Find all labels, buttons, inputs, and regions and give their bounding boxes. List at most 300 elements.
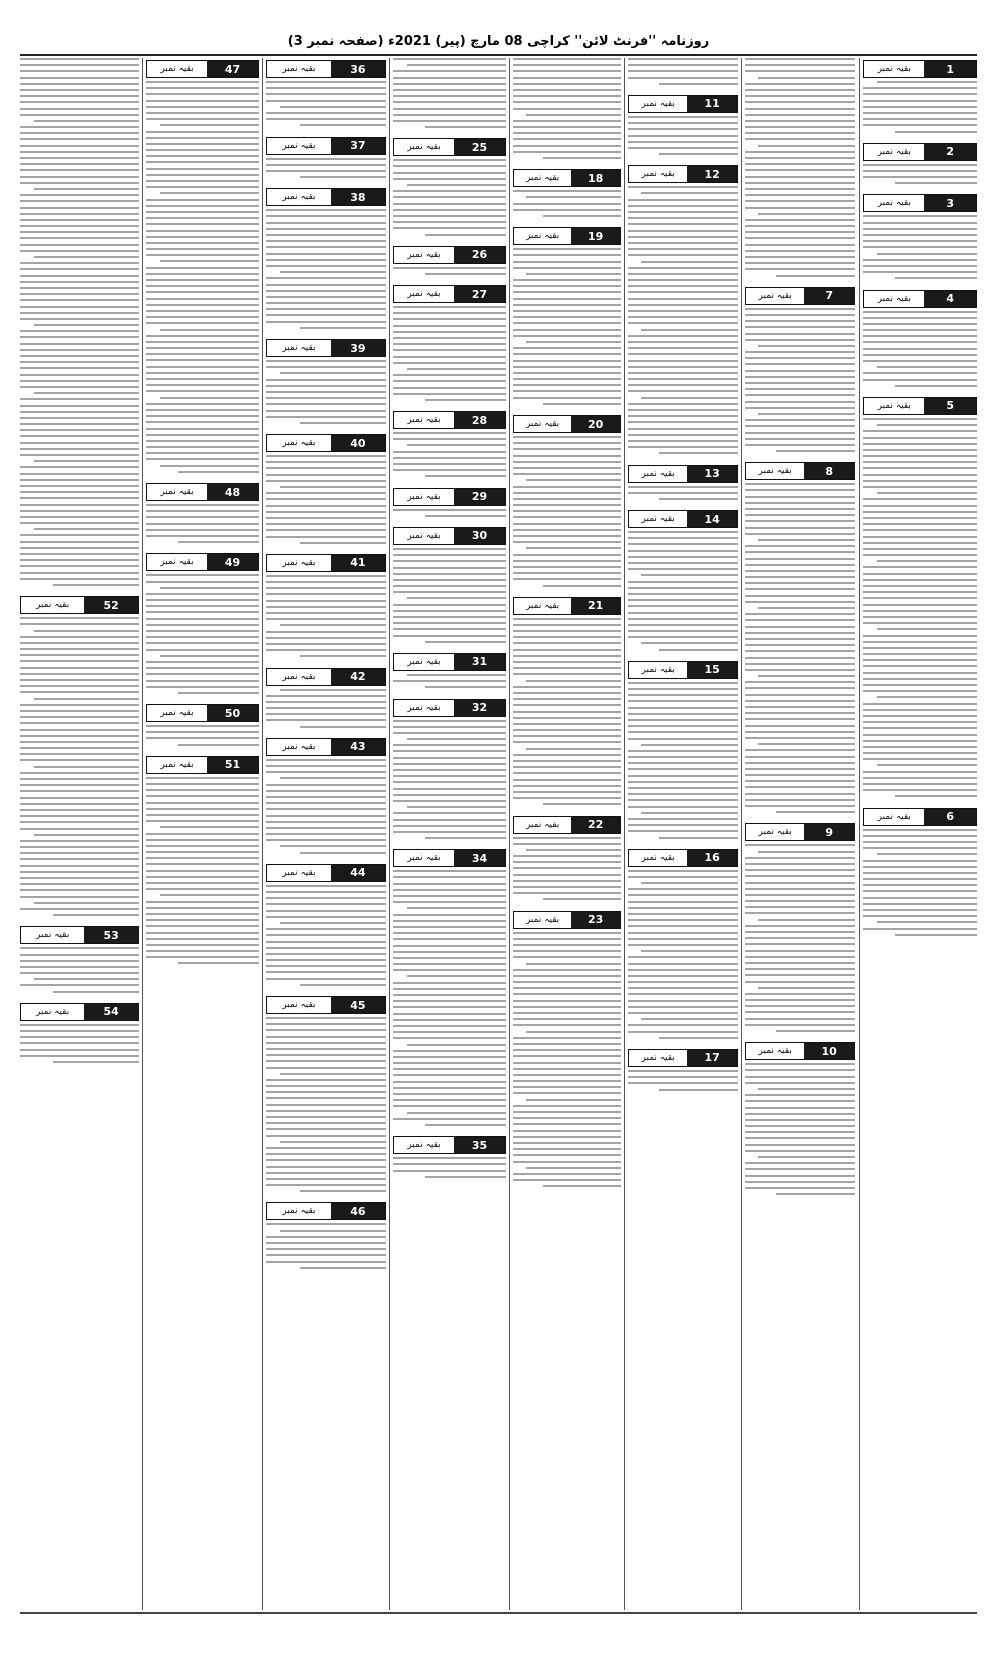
- text-line: [393, 318, 506, 320]
- text-line: [393, 451, 506, 453]
- continuation-heading: [863, 397, 977, 415]
- text-line: [745, 1131, 855, 1133]
- continuation-heading: [628, 165, 738, 183]
- text-line: [160, 894, 259, 896]
- text-line: [745, 786, 855, 788]
- text-line: [895, 131, 977, 133]
- text-line: [146, 510, 259, 512]
- text-line: [513, 190, 621, 192]
- text-line: [641, 192, 738, 194]
- continuation-label: بقیہ نمبر: [864, 61, 924, 77]
- text-line: [745, 663, 855, 665]
- text-line: [20, 741, 139, 743]
- continuation-label: بقیہ نمبر: [21, 1004, 84, 1020]
- continuation-label: بقیہ نمبر: [746, 1043, 804, 1059]
- text-line: [641, 950, 738, 952]
- continuation-number: 9: [804, 824, 854, 840]
- text-line: [20, 330, 139, 332]
- text-line: [146, 131, 259, 133]
- text-line: [266, 815, 386, 817]
- continuation-number: 46: [331, 1203, 385, 1219]
- text-line: [407, 907, 506, 909]
- text-block: [863, 81, 977, 137]
- continuation-label: بقیہ نمبر: [864, 809, 924, 825]
- text-line: [628, 707, 738, 709]
- text-line: [513, 378, 621, 380]
- text-line: [146, 925, 259, 927]
- text-line: [266, 100, 386, 102]
- text-line: [146, 254, 259, 256]
- text-line: [34, 324, 139, 326]
- continuation-number: 2: [924, 144, 976, 160]
- text-line: [863, 329, 977, 331]
- continuation-item: [20, 58, 139, 590]
- text-line: [513, 766, 621, 768]
- text-line: [628, 537, 738, 539]
- text-line: [877, 560, 977, 562]
- text-line: [146, 932, 259, 934]
- text-line: [160, 260, 259, 262]
- text-line: [513, 969, 621, 971]
- text-line: [513, 442, 621, 444]
- text-line: [745, 570, 855, 572]
- text-line: [745, 363, 855, 365]
- text-line: [745, 157, 855, 159]
- text-block: [513, 190, 621, 221]
- text-line: [745, 502, 855, 504]
- text-line: [266, 246, 386, 248]
- text-line: [280, 372, 386, 374]
- text-line: [146, 851, 259, 853]
- text-line: [266, 529, 386, 531]
- text-line: [20, 262, 139, 264]
- text-line: [745, 320, 855, 322]
- text-line: [745, 1063, 855, 1065]
- text-line: [513, 566, 621, 568]
- text-line: [266, 765, 386, 767]
- text-line: [628, 993, 738, 995]
- text-line: [513, 1018, 621, 1020]
- text-line: [628, 141, 738, 143]
- text-line: [628, 298, 738, 300]
- continuation-number: 25: [454, 139, 505, 155]
- text-line: [146, 291, 259, 293]
- text-line: [543, 403, 621, 405]
- text-line: [393, 579, 506, 581]
- text-line: [745, 793, 855, 795]
- text-line: [146, 593, 259, 595]
- text-line: [513, 316, 621, 318]
- text-line: [863, 164, 977, 166]
- text-line: [393, 769, 506, 771]
- text-line: [758, 743, 855, 745]
- text-line: [659, 153, 738, 155]
- text-line: [863, 372, 977, 374]
- continuation-item: [863, 808, 977, 940]
- continuation-number: 43: [331, 739, 385, 755]
- continuation-item: [20, 926, 139, 997]
- text-line: [146, 599, 259, 601]
- text-line: [393, 120, 506, 122]
- text-line: [146, 882, 259, 884]
- text-line: [146, 642, 259, 644]
- continuation-item: [266, 554, 386, 662]
- text-line: [393, 101, 506, 103]
- text-line: [20, 213, 139, 215]
- text-block: [20, 58, 139, 590]
- text-block: [393, 58, 506, 132]
- continuation-label: بقیہ نمبر: [267, 1203, 331, 1219]
- text-line: [20, 654, 139, 656]
- continuation-heading: [393, 699, 506, 717]
- text-line: [863, 480, 977, 482]
- text-line: [266, 360, 386, 362]
- text-line: [543, 215, 621, 217]
- text-line: [20, 386, 139, 388]
- text-line: [20, 299, 139, 301]
- text-line: [393, 1006, 506, 1008]
- text-line: [20, 947, 139, 949]
- text-line: [393, 457, 506, 459]
- text-line: [526, 849, 621, 851]
- text-line: [745, 250, 855, 252]
- text-line: [526, 547, 621, 549]
- text-line: [146, 686, 259, 688]
- text-block: [863, 418, 977, 802]
- text-line: [863, 176, 977, 178]
- text-line: [745, 725, 855, 727]
- text-line: [745, 120, 855, 122]
- continuation-item: [393, 488, 506, 521]
- text-line: [863, 511, 977, 513]
- text-line: [266, 910, 386, 912]
- text-line: [34, 698, 139, 700]
- text-line: [266, 575, 386, 577]
- text-line: [393, 554, 506, 556]
- text-block: [266, 455, 386, 548]
- text-line: [513, 108, 621, 110]
- text-line: [863, 610, 977, 612]
- text-line: [146, 737, 259, 739]
- text-line: [266, 784, 386, 786]
- text-line: [513, 461, 621, 463]
- text-line: [146, 217, 259, 219]
- text-line: [745, 762, 855, 764]
- text-line: [160, 397, 259, 399]
- text-line: [628, 975, 738, 977]
- text-line: [20, 960, 139, 962]
- text-line: [20, 908, 139, 910]
- text-line: [266, 719, 386, 721]
- text-line: [20, 871, 139, 873]
- text-line: [425, 273, 506, 275]
- text-line: [266, 618, 386, 620]
- text-line: [266, 1067, 386, 1069]
- text-line: [146, 863, 259, 865]
- text-line: [745, 968, 855, 970]
- text-line: [266, 965, 386, 967]
- header-rule: [20, 54, 977, 56]
- text-line: [160, 587, 259, 589]
- text-line: [758, 345, 855, 347]
- text-line: [146, 845, 259, 847]
- continuation-number: 42: [331, 669, 385, 685]
- text-block: [266, 1017, 386, 1196]
- text-line: [513, 1024, 621, 1026]
- text-line: [280, 486, 386, 488]
- text-line: [513, 347, 621, 349]
- text-line: [266, 308, 386, 310]
- text-line: [266, 112, 386, 114]
- text-line: [20, 151, 139, 153]
- text-line: [745, 114, 855, 116]
- text-line: [146, 248, 259, 250]
- text-line: [20, 293, 139, 295]
- text-line: [393, 757, 506, 759]
- text-line: [745, 508, 855, 510]
- text-line: [863, 354, 977, 356]
- continuation-item: [513, 169, 621, 221]
- text-line: [146, 667, 259, 669]
- text-line: [513, 785, 621, 787]
- continuation-item: [266, 1202, 386, 1273]
- text-line: [20, 821, 139, 823]
- text-line: [393, 380, 506, 382]
- continuation-number: 22: [571, 817, 620, 833]
- text-block: [393, 159, 506, 239]
- text-line: [758, 77, 855, 79]
- text-line: [628, 434, 738, 436]
- text-line: [513, 1111, 621, 1113]
- text-line: [745, 844, 855, 846]
- text-line: [513, 578, 621, 580]
- text-line: [146, 421, 259, 423]
- text-line: [863, 234, 977, 236]
- text-line: [20, 225, 139, 227]
- text-line: [745, 394, 855, 396]
- continuation-item: [266, 738, 386, 858]
- text-line: [20, 547, 139, 549]
- text-line: [20, 454, 139, 456]
- text-line: [407, 738, 506, 740]
- text-line: [266, 1166, 386, 1168]
- text-line: [863, 622, 977, 624]
- continuation-number: 48: [207, 484, 258, 500]
- continuation-number: 38: [331, 189, 385, 205]
- text-line: [280, 689, 386, 691]
- text-line: [393, 196, 506, 198]
- continuation-item: [745, 1042, 855, 1199]
- text-line: [745, 132, 855, 134]
- text-line: [758, 607, 855, 609]
- text-line: [758, 1156, 855, 1158]
- text-line: [20, 411, 139, 413]
- continuation-label: بقیہ نمبر: [864, 291, 924, 307]
- continuation-label: بقیہ نمبر: [147, 484, 207, 500]
- text-line: [266, 759, 386, 761]
- text-line: [20, 169, 139, 171]
- text-line: [20, 815, 139, 817]
- text-line: [863, 653, 977, 655]
- text-line: [20, 126, 139, 128]
- text-line: [745, 950, 855, 952]
- text-line: [20, 541, 139, 543]
- text-line: [146, 366, 259, 368]
- text-line: [146, 403, 259, 405]
- text-line: [863, 437, 977, 439]
- text-line: [659, 1089, 738, 1091]
- text-line: [20, 219, 139, 221]
- text-line: [513, 1130, 621, 1132]
- continuation-item: [628, 1049, 738, 1095]
- text-line: [20, 759, 139, 761]
- text-line: [513, 1123, 621, 1125]
- continuation-number: 31: [454, 654, 505, 670]
- text-line: [745, 1137, 855, 1139]
- continuation-label: بقیہ نمبر: [746, 463, 804, 479]
- text-line: [266, 265, 386, 267]
- text-line: [393, 895, 506, 897]
- text-line: [863, 884, 977, 886]
- text-line: [628, 987, 738, 989]
- text-line: [628, 781, 738, 783]
- text-line: [745, 496, 855, 498]
- text-block: [628, 870, 738, 1043]
- text-line: [20, 138, 139, 140]
- text-line: [628, 279, 738, 281]
- continuation-label: بقیہ نمبر: [629, 1050, 687, 1066]
- text-line: [745, 718, 855, 720]
- text-line: [863, 684, 977, 686]
- text-line: [745, 700, 855, 702]
- text-line: [628, 199, 738, 201]
- continuation-label: بقیہ نمبر: [514, 170, 571, 186]
- text-line: [266, 209, 386, 211]
- text-line: [20, 984, 139, 986]
- text-line: [425, 399, 506, 401]
- continuation-heading: [513, 169, 621, 187]
- text-block: [393, 870, 506, 1130]
- continuation-label: بقیہ نمبر: [394, 654, 454, 670]
- text-line: [20, 809, 139, 811]
- text-line: [20, 722, 139, 724]
- text-line: [745, 425, 855, 427]
- text-line: [863, 721, 977, 723]
- text-line: [393, 1000, 506, 1002]
- text-line: [266, 215, 386, 217]
- text-line: [393, 312, 506, 314]
- text-line: [393, 775, 506, 777]
- continuation-label: بقیہ نمبر: [267, 865, 331, 881]
- text-line: [526, 1099, 621, 1101]
- text-line: [877, 921, 977, 923]
- text-line: [146, 322, 259, 324]
- text-line: [863, 783, 977, 785]
- text-line: [266, 455, 386, 457]
- text-line: [863, 641, 977, 643]
- text-line: [513, 492, 621, 494]
- text-line: [745, 401, 855, 403]
- text-line: [146, 624, 259, 626]
- text-line: [393, 548, 506, 550]
- text-line: [628, 762, 738, 764]
- text-line: [266, 839, 386, 841]
- text-line: [745, 314, 855, 316]
- text-line: [266, 649, 386, 651]
- text-line: [266, 1254, 386, 1256]
- column-4: [513, 58, 621, 1610]
- text-line: [20, 840, 139, 842]
- text-line: [628, 907, 738, 909]
- text-line: [513, 120, 621, 122]
- text-block: [146, 504, 259, 547]
- text-line: [863, 771, 977, 773]
- text-line: [20, 858, 139, 860]
- text-line: [407, 444, 506, 446]
- text-line: [393, 387, 506, 389]
- text-line: [745, 1168, 855, 1170]
- text-line: [53, 1061, 139, 1063]
- text-line: [628, 230, 738, 232]
- text-line: [745, 681, 855, 683]
- text-line: [526, 341, 621, 343]
- text-line: [628, 818, 738, 820]
- text-line: [393, 306, 506, 308]
- text-line: [266, 284, 386, 286]
- text-line: [513, 636, 621, 638]
- text-line: [863, 498, 977, 500]
- text-line: [628, 360, 738, 362]
- continuation-heading: [266, 668, 386, 686]
- text-line: [513, 673, 621, 675]
- text-line: [20, 617, 139, 619]
- text-line: [266, 164, 386, 166]
- text-line: [513, 791, 621, 793]
- text-line: [628, 593, 738, 595]
- continuation-label: بقیہ نمبر: [147, 705, 207, 721]
- text-line: [863, 659, 977, 661]
- text-line: [513, 1043, 621, 1045]
- text-line: [628, 750, 738, 752]
- text-line: [393, 982, 506, 984]
- continuation-number: 16: [687, 850, 737, 866]
- text-line: [20, 237, 139, 239]
- text-line: [266, 366, 386, 368]
- footer-rule: [20, 1612, 977, 1614]
- text-line: [393, 825, 506, 827]
- text-line: [20, 852, 139, 854]
- text-block: [628, 58, 738, 89]
- text-block: [863, 829, 977, 940]
- text-line: [745, 268, 855, 270]
- text-line: [266, 796, 386, 798]
- continuation-item: [266, 864, 386, 990]
- text-line: [20, 268, 139, 270]
- text-line: [146, 907, 259, 909]
- continuation-number: 29: [454, 489, 505, 505]
- text-line: [745, 388, 855, 390]
- text-line: [863, 112, 977, 114]
- text-line: [513, 861, 621, 863]
- text-line: [393, 901, 506, 903]
- text-line: [863, 591, 977, 593]
- text-line: [863, 418, 977, 420]
- text-line: [393, 920, 506, 922]
- text-line: [393, 926, 506, 928]
- text-line: [20, 405, 139, 407]
- text-line: [513, 486, 621, 488]
- text-line: [266, 1104, 386, 1106]
